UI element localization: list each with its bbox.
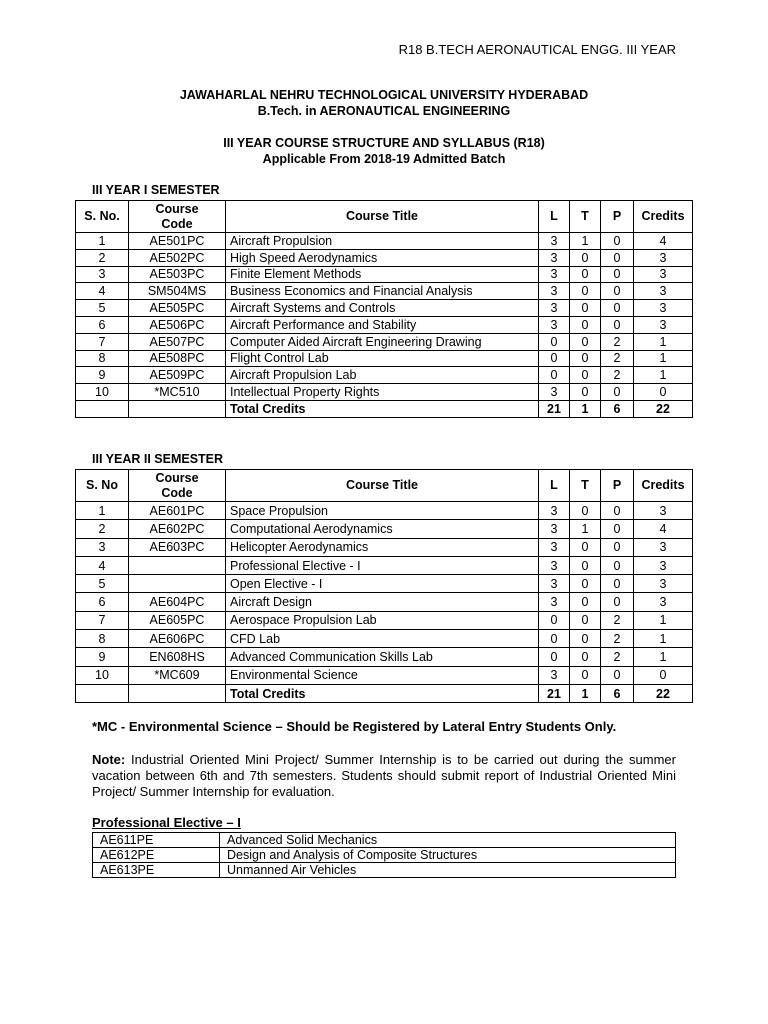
cell-credits: 3 [634, 266, 693, 283]
cell-title: Aircraft Propulsion [226, 233, 539, 250]
cell-credits: 0 [634, 384, 693, 401]
cell-t: 0 [570, 266, 601, 283]
cell-sno: 9 [76, 648, 129, 666]
cell-l: 3 [539, 593, 570, 611]
page-header: R18 B.TECH AERONAUTICAL ENGG. III YEAR [398, 42, 676, 57]
cell-t: 0 [570, 502, 601, 520]
table-row [76, 367, 693, 384]
cell-t: 0 [570, 648, 601, 666]
cell-title: Open Elective - I [226, 575, 539, 593]
cell-credits: 1 [634, 611, 693, 629]
cell-sno: 2 [76, 520, 129, 538]
col-credits: Credits [634, 470, 693, 502]
cell-l: 21 [539, 684, 570, 702]
pe-row [93, 833, 676, 848]
cell-l: 3 [539, 575, 570, 593]
table-row [76, 333, 693, 350]
cell-title: Aircraft Performance and Stability [226, 316, 539, 333]
table-row [76, 502, 693, 520]
cell-code: AE604PC [129, 593, 226, 611]
cell-p: 0 [601, 249, 634, 266]
cell-l: 3 [539, 316, 570, 333]
cell-credits: 0 [634, 666, 693, 684]
cell-p: 0 [601, 233, 634, 250]
cell-code: *MC510 [129, 384, 226, 401]
col-sno: S. No. [76, 201, 129, 233]
cell-sno: 2 [76, 249, 129, 266]
cell-l: 3 [539, 666, 570, 684]
pe-code: AE613PE [93, 863, 220, 878]
structure-title: III YEAR COURSE STRUCTURE AND SYLLABUS (R18) [223, 136, 545, 150]
cell-credits: 1 [634, 333, 693, 350]
cell-p: 0 [601, 520, 634, 538]
pe-title: Unmanned Air Vehicles [220, 863, 676, 878]
cell-t: 0 [570, 350, 601, 367]
cell-code: AE506PC [129, 316, 226, 333]
table-row [76, 575, 693, 593]
cell-p: 2 [601, 630, 634, 648]
cell-l: 0 [539, 367, 570, 384]
table-row [76, 249, 693, 266]
cell-sno: 7 [76, 333, 129, 350]
cell-title: Aircraft Systems and Controls [226, 300, 539, 317]
cell-sno: 4 [76, 283, 129, 300]
subtitle-block [0, 135, 768, 167]
program-name: B.Tech. in AERONAUTICAL ENGINEERING [257, 104, 511, 118]
table-row [76, 648, 693, 666]
title-block [0, 87, 768, 119]
cell-title: Finite Element Methods [226, 266, 539, 283]
cell-sno: 8 [76, 350, 129, 367]
university-name: JAWAHARLAL NEHRU TECHNOLOGICAL UNIVERSITY HYDERABAD [179, 88, 589, 102]
cell-p: 2 [601, 333, 634, 350]
cell-l: 0 [539, 630, 570, 648]
table-row [76, 300, 693, 317]
table-row [76, 630, 693, 648]
cell-p: 2 [601, 350, 634, 367]
cell-credits: 3 [634, 300, 693, 317]
cell-t: 1 [570, 520, 601, 538]
cell-sno: 5 [76, 300, 129, 317]
pe-row [93, 863, 676, 878]
cell-sno: 5 [76, 575, 129, 593]
sem1-heading: III YEAR I SEMESTER [92, 183, 220, 197]
cell-l: 0 [539, 611, 570, 629]
pe-title: Advanced Solid Mechanics [220, 833, 676, 848]
cell-t: 1 [570, 684, 601, 702]
cell-credits: 3 [634, 538, 693, 556]
cell-p: 0 [601, 575, 634, 593]
col-sno: S. No [76, 470, 129, 502]
cell-l: 3 [539, 266, 570, 283]
cell-l: 3 [539, 283, 570, 300]
cell-t: 0 [570, 333, 601, 350]
cell-p: 0 [601, 556, 634, 574]
cell-credits: 3 [634, 593, 693, 611]
cell-title: Computer Aided Aircraft Engineering Drawing [226, 333, 539, 350]
table-header-row [76, 201, 693, 233]
total-row [76, 400, 693, 417]
cell-credits: 3 [634, 502, 693, 520]
cell-code: SM504MS [129, 283, 226, 300]
cell-p: 0 [601, 502, 634, 520]
cell-l: 0 [539, 350, 570, 367]
cell-code: AE509PC [129, 367, 226, 384]
cell-code: AE606PC [129, 630, 226, 648]
cell-credits: 4 [634, 233, 693, 250]
cell-l: 21 [539, 400, 570, 417]
cell-sno: 3 [76, 538, 129, 556]
cell-title: Intellectual Property Rights [226, 384, 539, 401]
table-header-row [76, 470, 693, 502]
cell-l: 0 [539, 648, 570, 666]
cell-sno: 1 [76, 502, 129, 520]
cell-title: Computational Aerodynamics [226, 520, 539, 538]
cell-code: AE605PC [129, 611, 226, 629]
pe-row [93, 848, 676, 863]
col-code-label: Course Code [155, 470, 199, 500]
cell-credits: 3 [634, 316, 693, 333]
cell-l: 3 [539, 520, 570, 538]
cell-sno [76, 400, 129, 417]
sem2-table [75, 469, 693, 703]
cell-t: 0 [570, 300, 601, 317]
cell-code: AE603PC [129, 538, 226, 556]
cell-sno: 4 [76, 556, 129, 574]
cell-t: 1 [570, 400, 601, 417]
col-code [129, 201, 226, 233]
cell-credits: 3 [634, 575, 693, 593]
note-text: Industrial Oriented Mini Project/ Summer Internship is to be carried out during the summer vacation between 6th and 7th semesters. Students should submit report of Industrial Oriented Mini Project/ Summer Internship for evaluation. [92, 752, 676, 799]
cell-p: 0 [601, 316, 634, 333]
table-row [76, 384, 693, 401]
mc-note: *MC - Environmental Science – Should be Registered by Lateral Entry Students Only. [92, 719, 617, 734]
cell-code: AE501PC [129, 233, 226, 250]
col-credits: Credits [634, 201, 693, 233]
cell-title: CFD Lab [226, 630, 539, 648]
cell-t: 0 [570, 593, 601, 611]
cell-p: 6 [601, 400, 634, 417]
cell-l: 3 [539, 249, 570, 266]
cell-title: Business Economics and Financial Analysis [226, 283, 539, 300]
col-code [129, 470, 226, 502]
cell-t: 0 [570, 249, 601, 266]
cell-t: 0 [570, 283, 601, 300]
cell-sno: 10 [76, 666, 129, 684]
cell-t: 0 [570, 384, 601, 401]
cell-code: AE601PC [129, 502, 226, 520]
table-row [76, 593, 693, 611]
cell-code: AE503PC [129, 266, 226, 283]
col-l: L [539, 470, 570, 502]
col-t: T [570, 201, 601, 233]
col-l: L [539, 201, 570, 233]
table-row [76, 283, 693, 300]
cell-code: *MC609 [129, 666, 226, 684]
cell-sno: 3 [76, 266, 129, 283]
sem1-table [75, 200, 693, 418]
cell-p: 0 [601, 266, 634, 283]
applicable-batch: Applicable From 2018-19 Admitted Batch [262, 152, 506, 166]
cell-l: 3 [539, 556, 570, 574]
cell-p: 0 [601, 593, 634, 611]
cell-code: AE502PC [129, 249, 226, 266]
cell-t: 0 [570, 611, 601, 629]
cell-t: 0 [570, 538, 601, 556]
cell-p: 0 [601, 300, 634, 317]
cell-sno: 7 [76, 611, 129, 629]
table-row [76, 556, 693, 574]
cell-credits: 4 [634, 520, 693, 538]
col-code-label: Course Code [155, 201, 199, 231]
cell-title: Helicopter Aerodynamics [226, 538, 539, 556]
pe-title: Design and Analysis of Composite Structures [220, 848, 676, 863]
cell-sno: 9 [76, 367, 129, 384]
table-row [76, 233, 693, 250]
pe-heading: Professional Elective – I [92, 815, 241, 830]
cell-code [129, 556, 226, 574]
cell-l: 3 [539, 502, 570, 520]
col-title: Course Title [226, 470, 539, 502]
cell-p: 0 [601, 666, 634, 684]
cell-credits: 1 [634, 367, 693, 384]
cell-title: Aircraft Design [226, 593, 539, 611]
cell-p: 6 [601, 684, 634, 702]
cell-sno: 6 [76, 316, 129, 333]
cell-code [129, 575, 226, 593]
cell-credits: 22 [634, 684, 693, 702]
cell-code: AE508PC [129, 350, 226, 367]
cell-credits: 3 [634, 283, 693, 300]
cell-l: 3 [539, 384, 570, 401]
cell-p: 2 [601, 367, 634, 384]
cell-code [129, 400, 226, 417]
sem2-heading: III YEAR II SEMESTER [92, 452, 224, 466]
cell-sno: 8 [76, 630, 129, 648]
cell-sno: 1 [76, 233, 129, 250]
cell-code: EN608HS [129, 648, 226, 666]
col-title: Course Title [226, 201, 539, 233]
col-p: P [601, 201, 634, 233]
col-t: T [570, 470, 601, 502]
table-row [76, 666, 693, 684]
cell-title: Aerospace Propulsion Lab [226, 611, 539, 629]
cell-code: AE602PC [129, 520, 226, 538]
cell-credits: 22 [634, 400, 693, 417]
cell-l: 3 [539, 300, 570, 317]
cell-code [129, 684, 226, 702]
cell-t: 0 [570, 556, 601, 574]
pe-code: AE612PE [93, 848, 220, 863]
cell-title: Professional Elective - I [226, 556, 539, 574]
table-row [76, 350, 693, 367]
table-row [76, 266, 693, 283]
cell-title: Space Propulsion [226, 502, 539, 520]
cell-credits: 1 [634, 350, 693, 367]
cell-title: Total Credits [226, 684, 539, 702]
cell-sno: 6 [76, 593, 129, 611]
cell-t: 0 [570, 630, 601, 648]
cell-title: Advanced Communication Skills Lab [226, 648, 539, 666]
cell-t: 0 [570, 316, 601, 333]
cell-l: 3 [539, 233, 570, 250]
cell-t: 0 [570, 666, 601, 684]
cell-title: Aircraft Propulsion Lab [226, 367, 539, 384]
cell-p: 0 [601, 283, 634, 300]
cell-credits: 1 [634, 630, 693, 648]
cell-title: Environmental Science [226, 666, 539, 684]
table-row [76, 611, 693, 629]
cell-credits: 1 [634, 648, 693, 666]
cell-p: 0 [601, 384, 634, 401]
total-row [76, 684, 693, 702]
cell-l: 0 [539, 333, 570, 350]
cell-t: 0 [570, 575, 601, 593]
cell-credits: 3 [634, 556, 693, 574]
table-row [76, 538, 693, 556]
note-label: Note: [92, 752, 126, 767]
cell-title: High Speed Aerodynamics [226, 249, 539, 266]
pe-code: AE611PE [93, 833, 220, 848]
cell-code: AE507PC [129, 333, 226, 350]
table-row [76, 520, 693, 538]
cell-sno [76, 684, 129, 702]
cell-p: 0 [601, 538, 634, 556]
cell-p: 2 [601, 611, 634, 629]
cell-p: 2 [601, 648, 634, 666]
cell-sno: 10 [76, 384, 129, 401]
cell-credits: 3 [634, 249, 693, 266]
cell-title: Total Credits [226, 400, 539, 417]
cell-t: 0 [570, 367, 601, 384]
cell-code: AE505PC [129, 300, 226, 317]
pe-table [92, 832, 676, 878]
note-paragraph [92, 752, 676, 800]
cell-l: 3 [539, 538, 570, 556]
cell-title: Flight Control Lab [226, 350, 539, 367]
table-row [76, 316, 693, 333]
col-p: P [601, 470, 634, 502]
cell-t: 1 [570, 233, 601, 250]
